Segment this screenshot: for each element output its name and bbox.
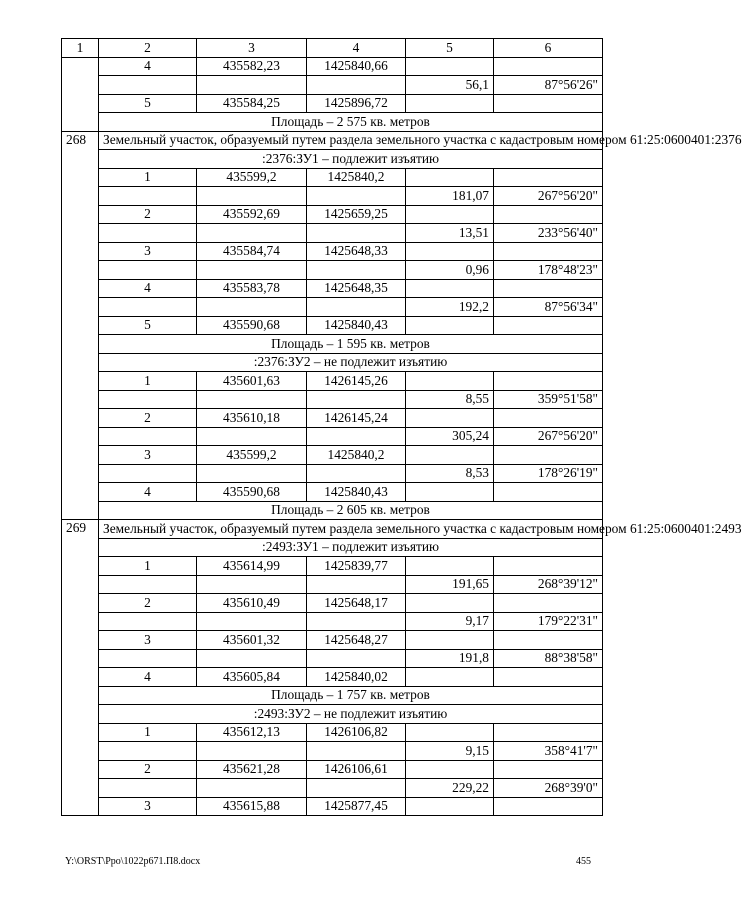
y-coordinate-cell: 1425840,66	[307, 57, 406, 76]
empty-cell	[197, 298, 307, 317]
y-coordinate-cell: 1426145,26	[307, 372, 406, 391]
point-number-cell: 2	[99, 409, 197, 428]
empty-cell	[99, 187, 197, 206]
length-cell: 305,24	[406, 427, 494, 446]
x-coordinate-cell: 435615,88	[197, 797, 307, 816]
segment-row	[62, 464, 603, 483]
point-number-cell: 4	[99, 57, 197, 76]
subparcel-cell: :2376:ЗУ2 – не подлежит изъятию	[99, 353, 603, 372]
subparcel-row	[62, 353, 603, 372]
empty-cell	[307, 261, 406, 280]
header-cell: 3	[197, 39, 307, 58]
empty-cell	[307, 464, 406, 483]
point-number-cell: 1	[99, 372, 197, 391]
point-row	[62, 631, 603, 650]
segment-row	[62, 390, 603, 409]
point-number-cell: 3	[99, 446, 197, 465]
y-coordinate-cell: 1425648,33	[307, 242, 406, 261]
length-cell: 9,17	[406, 612, 494, 631]
segment-row	[62, 575, 603, 594]
bearing-cell	[494, 168, 603, 187]
y-coordinate-cell: 1425840,2	[307, 168, 406, 187]
point-number-cell: 5	[99, 316, 197, 335]
bearing-cell	[494, 94, 603, 113]
bearing-cell	[494, 797, 603, 816]
segment-row	[62, 76, 603, 95]
x-coordinate-cell: 435610,49	[197, 594, 307, 613]
y-coordinate-cell: 1425839,77	[307, 557, 406, 576]
point-row	[62, 94, 603, 113]
parcel-number-cell	[62, 57, 99, 131]
subparcel-row	[62, 705, 603, 724]
x-coordinate-cell: 435610,18	[197, 409, 307, 428]
empty-cell	[307, 76, 406, 95]
header-cell: 5	[406, 39, 494, 58]
area-row	[62, 335, 603, 354]
x-coordinate-cell: 435621,28	[197, 760, 307, 779]
table-body	[62, 39, 742, 816]
y-coordinate-cell: 1425877,45	[307, 797, 406, 816]
footer-file-path: Y:\ORST\Ppo\1022p671.П8.docx	[65, 856, 201, 867]
bearing-cell: 358°41'7"	[494, 742, 603, 761]
bearing-cell: 178°26'19"	[494, 464, 603, 483]
empty-cell	[197, 261, 307, 280]
length-cell	[406, 168, 494, 187]
length-cell	[406, 279, 494, 298]
empty-cell	[307, 187, 406, 206]
point-row	[62, 57, 603, 76]
empty-cell	[99, 298, 197, 317]
parcel-title-cell: Земельный участок, образуемый путем раздела земельного участка с кадастровым номером 61:25:0600401:2493	[99, 520, 603, 539]
bearing-cell: 178°48'23"	[494, 261, 603, 280]
empty-cell	[307, 575, 406, 594]
empty-cell	[99, 575, 197, 594]
empty-cell	[197, 649, 307, 668]
empty-cell	[197, 76, 307, 95]
bearing-cell	[494, 409, 603, 428]
x-coordinate-cell: 435582,23	[197, 57, 307, 76]
area-row	[62, 501, 603, 520]
point-row	[62, 242, 603, 261]
length-cell: 8,55	[406, 390, 494, 409]
empty-cell	[99, 742, 197, 761]
bearing-cell: 233°56'40"	[494, 224, 603, 243]
length-cell	[406, 242, 494, 261]
x-coordinate-cell: 435584,74	[197, 242, 307, 261]
length-cell: 0,96	[406, 261, 494, 280]
x-coordinate-cell: 435592,69	[197, 205, 307, 224]
bearing-cell	[494, 446, 603, 465]
x-coordinate-cell: 435590,68	[197, 483, 307, 502]
bearing-cell	[494, 594, 603, 613]
y-coordinate-cell: 1425648,27	[307, 631, 406, 650]
bearing-cell: 268°39'0"	[494, 779, 603, 798]
header-cell: 6	[494, 39, 603, 58]
point-number-cell: 3	[99, 631, 197, 650]
x-coordinate-cell: 435605,84	[197, 668, 307, 687]
header-cell: 2	[99, 39, 197, 58]
point-row	[62, 797, 603, 816]
point-row	[62, 279, 603, 298]
parcel-title-row	[62, 131, 603, 150]
area-cell: Площадь – 2 605 кв. метров	[99, 501, 603, 520]
empty-cell	[307, 742, 406, 761]
x-coordinate-cell: 435583,78	[197, 279, 307, 298]
segment-row	[62, 742, 603, 761]
x-coordinate-cell: 435612,13	[197, 723, 307, 742]
y-coordinate-cell: 1426106,61	[307, 760, 406, 779]
y-coordinate-cell: 1425659,25	[307, 205, 406, 224]
empty-cell	[197, 742, 307, 761]
area-cell: Площадь – 1 595 кв. метров	[99, 335, 603, 354]
length-cell: 191,8	[406, 649, 494, 668]
segment-row	[62, 224, 603, 243]
segment-row	[62, 612, 603, 631]
segment-row	[62, 298, 603, 317]
subparcel-cell: :2493:ЗУ2 – не подлежит изъятию	[99, 705, 603, 724]
bearing-cell: 179°22'31"	[494, 612, 603, 631]
empty-cell	[307, 779, 406, 798]
segment-row	[62, 649, 603, 668]
segment-row	[62, 261, 603, 280]
point-number-cell: 1	[99, 168, 197, 187]
empty-cell	[307, 649, 406, 668]
bearing-cell	[494, 557, 603, 576]
parcel-number-cell: 268	[62, 131, 99, 520]
bearing-cell	[494, 372, 603, 391]
coordinates-table	[61, 38, 742, 816]
point-number-cell: 2	[99, 205, 197, 224]
point-row	[62, 668, 603, 687]
y-coordinate-cell: 1425896,72	[307, 94, 406, 113]
length-cell: 192,2	[406, 298, 494, 317]
segment-row	[62, 779, 603, 798]
empty-cell	[99, 261, 197, 280]
empty-cell	[197, 390, 307, 409]
point-row	[62, 557, 603, 576]
y-coordinate-cell: 1425840,43	[307, 483, 406, 502]
bearing-cell	[494, 483, 603, 502]
point-number-cell: 4	[99, 483, 197, 502]
empty-cell	[197, 427, 307, 446]
bearing-cell	[494, 631, 603, 650]
empty-cell	[99, 464, 197, 483]
length-cell	[406, 631, 494, 650]
point-number-cell: 5	[99, 94, 197, 113]
empty-cell	[307, 390, 406, 409]
length-cell: 181,07	[406, 187, 494, 206]
point-row	[62, 168, 603, 187]
point-row	[62, 372, 603, 391]
length-cell: 191,65	[406, 575, 494, 594]
area-row	[62, 113, 603, 132]
empty-cell	[197, 575, 307, 594]
length-cell: 9,15	[406, 742, 494, 761]
length-cell	[406, 316, 494, 335]
header-row	[62, 39, 603, 58]
empty-cell	[99, 390, 197, 409]
bearing-cell: 268°39'12"	[494, 575, 603, 594]
point-row	[62, 446, 603, 465]
x-coordinate-cell: 435599,2	[197, 446, 307, 465]
area-row	[62, 686, 603, 705]
length-cell	[406, 483, 494, 502]
length-cell: 56,1	[406, 76, 494, 95]
parcel-title-cell: Земельный участок, образуемый путем раздела земельного участка с кадастровым номером 61:25:0600401:2376	[99, 131, 603, 150]
point-number-cell: 3	[99, 242, 197, 261]
y-coordinate-cell: 1426106,82	[307, 723, 406, 742]
bearing-cell	[494, 279, 603, 298]
bearing-cell: 267°56'20"	[494, 187, 603, 206]
bearing-cell	[494, 760, 603, 779]
point-row	[62, 723, 603, 742]
subparcel-row	[62, 538, 603, 557]
length-cell	[406, 372, 494, 391]
length-cell	[406, 409, 494, 428]
empty-cell	[307, 427, 406, 446]
length-cell: 13,51	[406, 224, 494, 243]
header-cell: 4	[307, 39, 406, 58]
y-coordinate-cell: 1425648,17	[307, 594, 406, 613]
length-cell	[406, 760, 494, 779]
point-row	[62, 409, 603, 428]
empty-cell	[197, 187, 307, 206]
footer-page-number: 455	[576, 856, 591, 867]
length-cell	[406, 94, 494, 113]
area-cell: Площадь – 2 575 кв. метров	[99, 113, 603, 132]
y-coordinate-cell: 1425840,43	[307, 316, 406, 335]
empty-cell	[99, 427, 197, 446]
parcel-number-cell: 269	[62, 520, 99, 816]
subparcel-cell: :2376:ЗУ1 – подлежит изъятию	[99, 150, 603, 169]
x-coordinate-cell: 435614,99	[197, 557, 307, 576]
empty-cell	[197, 779, 307, 798]
length-cell	[406, 446, 494, 465]
x-coordinate-cell: 435599,2	[197, 168, 307, 187]
length-cell	[406, 797, 494, 816]
empty-cell	[197, 612, 307, 631]
x-coordinate-cell: 435584,25	[197, 94, 307, 113]
point-row	[62, 316, 603, 335]
y-coordinate-cell: 1425840,2	[307, 446, 406, 465]
point-number-cell: 2	[99, 760, 197, 779]
point-row	[62, 760, 603, 779]
y-coordinate-cell: 1425840,02	[307, 668, 406, 687]
point-number-cell: 4	[99, 279, 197, 298]
point-number-cell: 1	[99, 557, 197, 576]
point-row	[62, 205, 603, 224]
bearing-cell	[494, 242, 603, 261]
point-number-cell: 1	[99, 723, 197, 742]
length-cell	[406, 557, 494, 576]
x-coordinate-cell: 435590,68	[197, 316, 307, 335]
bearing-cell	[494, 205, 603, 224]
length-cell	[406, 205, 494, 224]
empty-cell	[307, 612, 406, 631]
empty-cell	[99, 649, 197, 668]
bearing-cell: 88°38'58"	[494, 649, 603, 668]
y-coordinate-cell: 1425648,35	[307, 279, 406, 298]
bearing-cell	[494, 57, 603, 76]
empty-cell	[99, 224, 197, 243]
x-coordinate-cell: 435601,63	[197, 372, 307, 391]
segment-row	[62, 427, 603, 446]
empty-cell	[99, 76, 197, 95]
bearing-cell: 87°56'34"	[494, 298, 603, 317]
empty-cell	[307, 298, 406, 317]
point-number-cell: 3	[99, 797, 197, 816]
x-coordinate-cell: 435601,32	[197, 631, 307, 650]
length-cell	[406, 668, 494, 687]
empty-cell	[197, 224, 307, 243]
area-cell: Площадь – 1 757 кв. метров	[99, 686, 603, 705]
length-cell: 8,53	[406, 464, 494, 483]
bearing-cell	[494, 723, 603, 742]
empty-cell	[307, 224, 406, 243]
empty-cell	[99, 612, 197, 631]
bearing-cell	[494, 668, 603, 687]
empty-cell	[99, 779, 197, 798]
length-cell: 229,22	[406, 779, 494, 798]
y-coordinate-cell: 1426145,24	[307, 409, 406, 428]
point-number-cell: 4	[99, 668, 197, 687]
length-cell	[406, 57, 494, 76]
length-cell	[406, 723, 494, 742]
point-row	[62, 594, 603, 613]
subparcel-row	[62, 150, 603, 169]
bearing-cell: 359°51'58"	[494, 390, 603, 409]
length-cell	[406, 594, 494, 613]
empty-cell	[197, 464, 307, 483]
parcel-title-row	[62, 520, 603, 539]
bearing-cell: 87°56'26"	[494, 76, 603, 95]
bearing-cell: 267°56'20"	[494, 427, 603, 446]
bearing-cell	[494, 316, 603, 335]
subparcel-cell: :2493:ЗУ1 – подлежит изъятию	[99, 538, 603, 557]
point-number-cell: 2	[99, 594, 197, 613]
point-row	[62, 483, 603, 502]
header-cell: 1	[62, 39, 99, 58]
segment-row	[62, 187, 603, 206]
